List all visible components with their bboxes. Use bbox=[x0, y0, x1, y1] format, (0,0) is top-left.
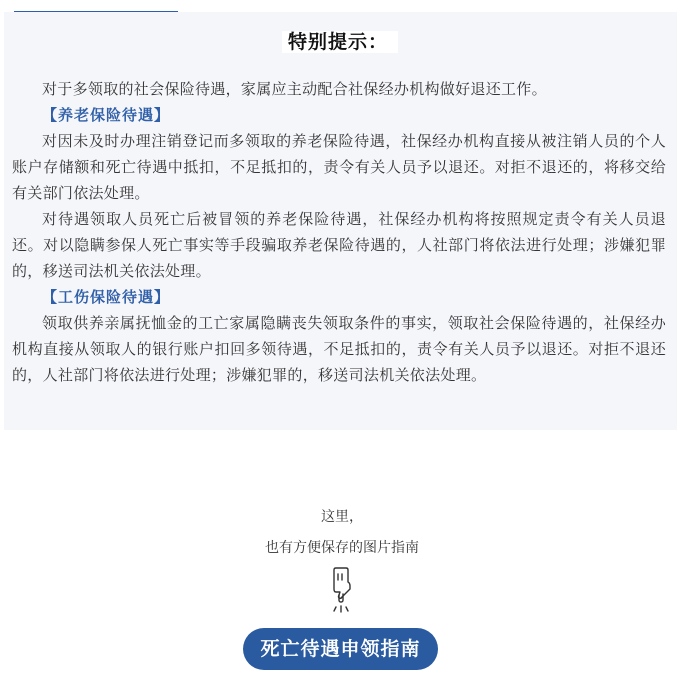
pension-paragraph-1: 对因未及时办理注销登记而多领取的养老保险待遇，社保经办机构直接从被注销人员的个人账户存储额和死亡待遇中抵扣，不足抵扣的，责令有关人员予以退还。对拒不退还的，将移交给有关部门依法处理。 bbox=[12, 132, 666, 202]
notice-title bbox=[0, 27, 680, 54]
pension-paragraph-2: 对待遇领取人员死亡后被冒领的养老保险待遇，社保经办机构将按照规定责令有关人员退还。对以隐瞒参保人死亡事实等手段骗取养老保险待遇的，人社部门将依法进行处理；涉嫌犯罪的，移送司法机关依法处理。 bbox=[12, 210, 666, 280]
notice-intro: 对于多领取的社会保险待遇，家属应主动配合社保经办机构做好退还工作。 bbox=[42, 80, 547, 98]
notice-body bbox=[12, 76, 666, 388]
pointing-down-hand-icon bbox=[325, 566, 357, 616]
footer-line-2: 也有方便保存的图片指南 bbox=[265, 540, 419, 556]
footer-line-1: 这里， bbox=[321, 509, 363, 525]
death-benefit-guide-button[interactable]: 死亡待遇申领指南 bbox=[243, 628, 438, 670]
section-heading-injury: 【工伤保险待遇】 bbox=[42, 288, 171, 306]
injury-paragraph-1: 领取供养亲属抚恤金的工亡家属隐瞒丧失领取条件的事实，领取社会保险待遇的，社保经办机构直接从领取人的银行账户扣回多领待遇，不足抵扣的，责令有关人员予以退还。对拒不退还的，人社部门将依法进行处理；涉嫌犯罪的，移送司法机关依法处理。 bbox=[12, 314, 666, 384]
section-heading-pension: 【养老保险待遇】 bbox=[42, 106, 171, 124]
notice-title-text: 特别提示： bbox=[282, 31, 398, 53]
